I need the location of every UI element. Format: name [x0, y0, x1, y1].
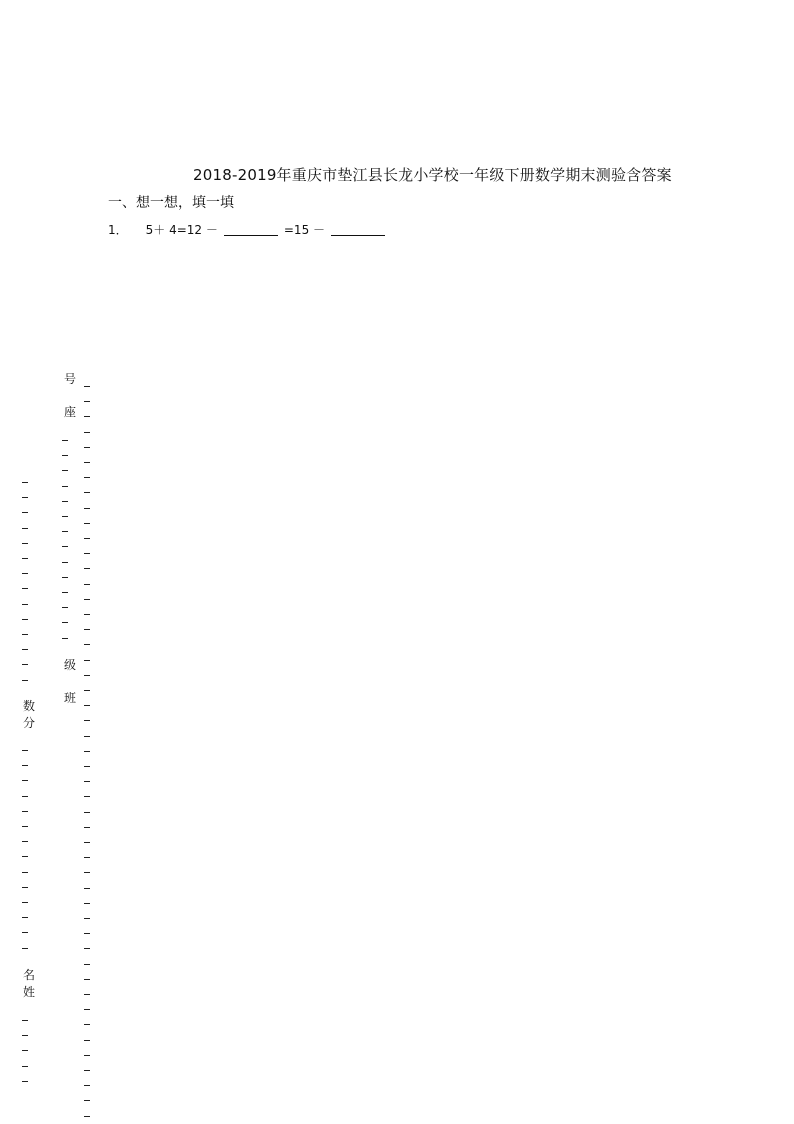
binding-dash — [62, 592, 68, 593]
binding-dash — [84, 508, 90, 509]
binding-dash — [84, 964, 90, 965]
binding-dash — [22, 634, 28, 635]
binding-dash — [62, 486, 68, 487]
binding-dash — [84, 918, 90, 919]
binding-dash — [22, 664, 28, 665]
binding-dash — [84, 933, 90, 934]
binding-dash — [84, 1009, 90, 1010]
binding-dash — [84, 1116, 90, 1117]
binding-dash — [22, 680, 28, 681]
binding-dash — [84, 948, 90, 949]
binding-dash — [84, 872, 90, 873]
binding-dash — [84, 660, 90, 661]
binding-dash — [84, 492, 90, 493]
binding-dash — [62, 638, 68, 639]
binding-dash — [84, 416, 90, 417]
binding-dash — [84, 432, 90, 433]
binding-dash — [22, 841, 28, 842]
binding-line-left — [22, 0, 28, 1124]
binding-dash — [22, 619, 28, 620]
binding-dash — [22, 573, 28, 574]
answer-blank-2[interactable] — [331, 235, 385, 236]
binding-dash — [62, 516, 68, 517]
binding-dash — [22, 887, 28, 888]
binding-line-middle — [62, 0, 68, 1124]
binding-dash — [22, 1020, 28, 1021]
binding-dash — [62, 440, 68, 441]
binding-dash — [84, 1085, 90, 1086]
seat-label-char-2: 座 — [63, 405, 76, 419]
binding-dash — [84, 1055, 90, 1056]
binding-dash — [84, 766, 90, 767]
name-label-char-1: 名 — [22, 968, 35, 982]
binding-dash — [22, 558, 28, 559]
binding-dash — [84, 736, 90, 737]
binding-dash — [22, 1066, 28, 1067]
binding-dash — [22, 917, 28, 918]
binding-dash — [62, 501, 68, 502]
binding-dash — [22, 750, 28, 751]
binding-dash — [22, 482, 28, 483]
question-part-a: 5＋ 4=12 － — [145, 223, 218, 237]
binding-dash — [84, 538, 90, 539]
binding-dash — [22, 512, 28, 513]
binding-dash — [84, 1024, 90, 1025]
binding-dash — [84, 827, 90, 828]
binding-dash — [84, 781, 90, 782]
binding-dash — [84, 644, 90, 645]
binding-dash — [22, 543, 28, 544]
binding-dash — [84, 796, 90, 797]
binding-dash — [22, 948, 28, 949]
score-label-char-1: 数 — [22, 699, 35, 713]
binding-dash — [84, 857, 90, 858]
binding-dash — [62, 470, 68, 471]
question-part-b: =15 － — [283, 223, 326, 237]
question-number: 1． — [108, 223, 128, 237]
binding-dash — [84, 1070, 90, 1071]
binding-dash — [22, 1081, 28, 1082]
binding-dash — [84, 447, 90, 448]
binding-dash — [84, 568, 90, 569]
binding-dash — [22, 856, 28, 857]
binding-dash — [22, 604, 28, 605]
binding-dash — [22, 932, 28, 933]
binding-dash — [84, 401, 90, 402]
binding-line-right — [84, 0, 90, 1124]
binding-dash — [84, 690, 90, 691]
binding-dash — [84, 720, 90, 721]
binding-dash — [84, 1100, 90, 1101]
binding-dash — [84, 812, 90, 813]
binding-dash — [22, 588, 28, 589]
binding-dash — [62, 562, 68, 563]
binding-dash — [84, 751, 90, 752]
binding-dash — [84, 888, 90, 889]
binding-dash — [22, 765, 28, 766]
binding-dash — [62, 607, 68, 608]
binding-dash — [22, 902, 28, 903]
binding-dash — [84, 553, 90, 554]
binding-dash — [22, 872, 28, 873]
binding-dash — [22, 780, 28, 781]
binding-dash — [62, 577, 68, 578]
binding-dash — [22, 649, 28, 650]
binding-dash — [84, 675, 90, 676]
binding-dash — [22, 796, 28, 797]
score-label-char-2: 分 — [22, 716, 35, 730]
document-title: 2018-2019年重庆市垫江县长龙小学校一年级下册数学期末测验含答案 — [193, 166, 672, 184]
binding-dash — [84, 386, 90, 387]
class-label-char-1: 级 — [63, 658, 76, 672]
binding-dash — [22, 826, 28, 827]
class-label-char-2: 班 — [63, 691, 76, 705]
binding-dash — [62, 622, 68, 623]
binding-dash — [84, 462, 90, 463]
question-1 — [108, 221, 385, 238]
binding-dash — [84, 599, 90, 600]
binding-dash — [84, 584, 90, 585]
binding-dash — [84, 903, 90, 904]
section-heading: 一、想一想，填一填 — [108, 195, 234, 211]
binding-dash — [84, 979, 90, 980]
name-label-char-2: 姓 — [22, 985, 35, 999]
binding-dash — [84, 842, 90, 843]
binding-dash — [84, 629, 90, 630]
binding-dash — [84, 1040, 90, 1041]
binding-dash — [84, 523, 90, 524]
answer-blank-1[interactable] — [224, 235, 278, 236]
binding-dash — [84, 994, 90, 995]
binding-dash — [22, 1050, 28, 1051]
binding-dash — [62, 546, 68, 547]
binding-dash — [84, 705, 90, 706]
binding-dash — [62, 531, 68, 532]
binding-dash — [22, 497, 28, 498]
binding-dash — [22, 1035, 28, 1036]
binding-dash — [22, 528, 28, 529]
binding-dash — [62, 455, 68, 456]
binding-dash — [84, 477, 90, 478]
seat-label-char-1: 号 — [63, 372, 76, 386]
binding-dash — [22, 811, 28, 812]
binding-dash — [84, 614, 90, 615]
